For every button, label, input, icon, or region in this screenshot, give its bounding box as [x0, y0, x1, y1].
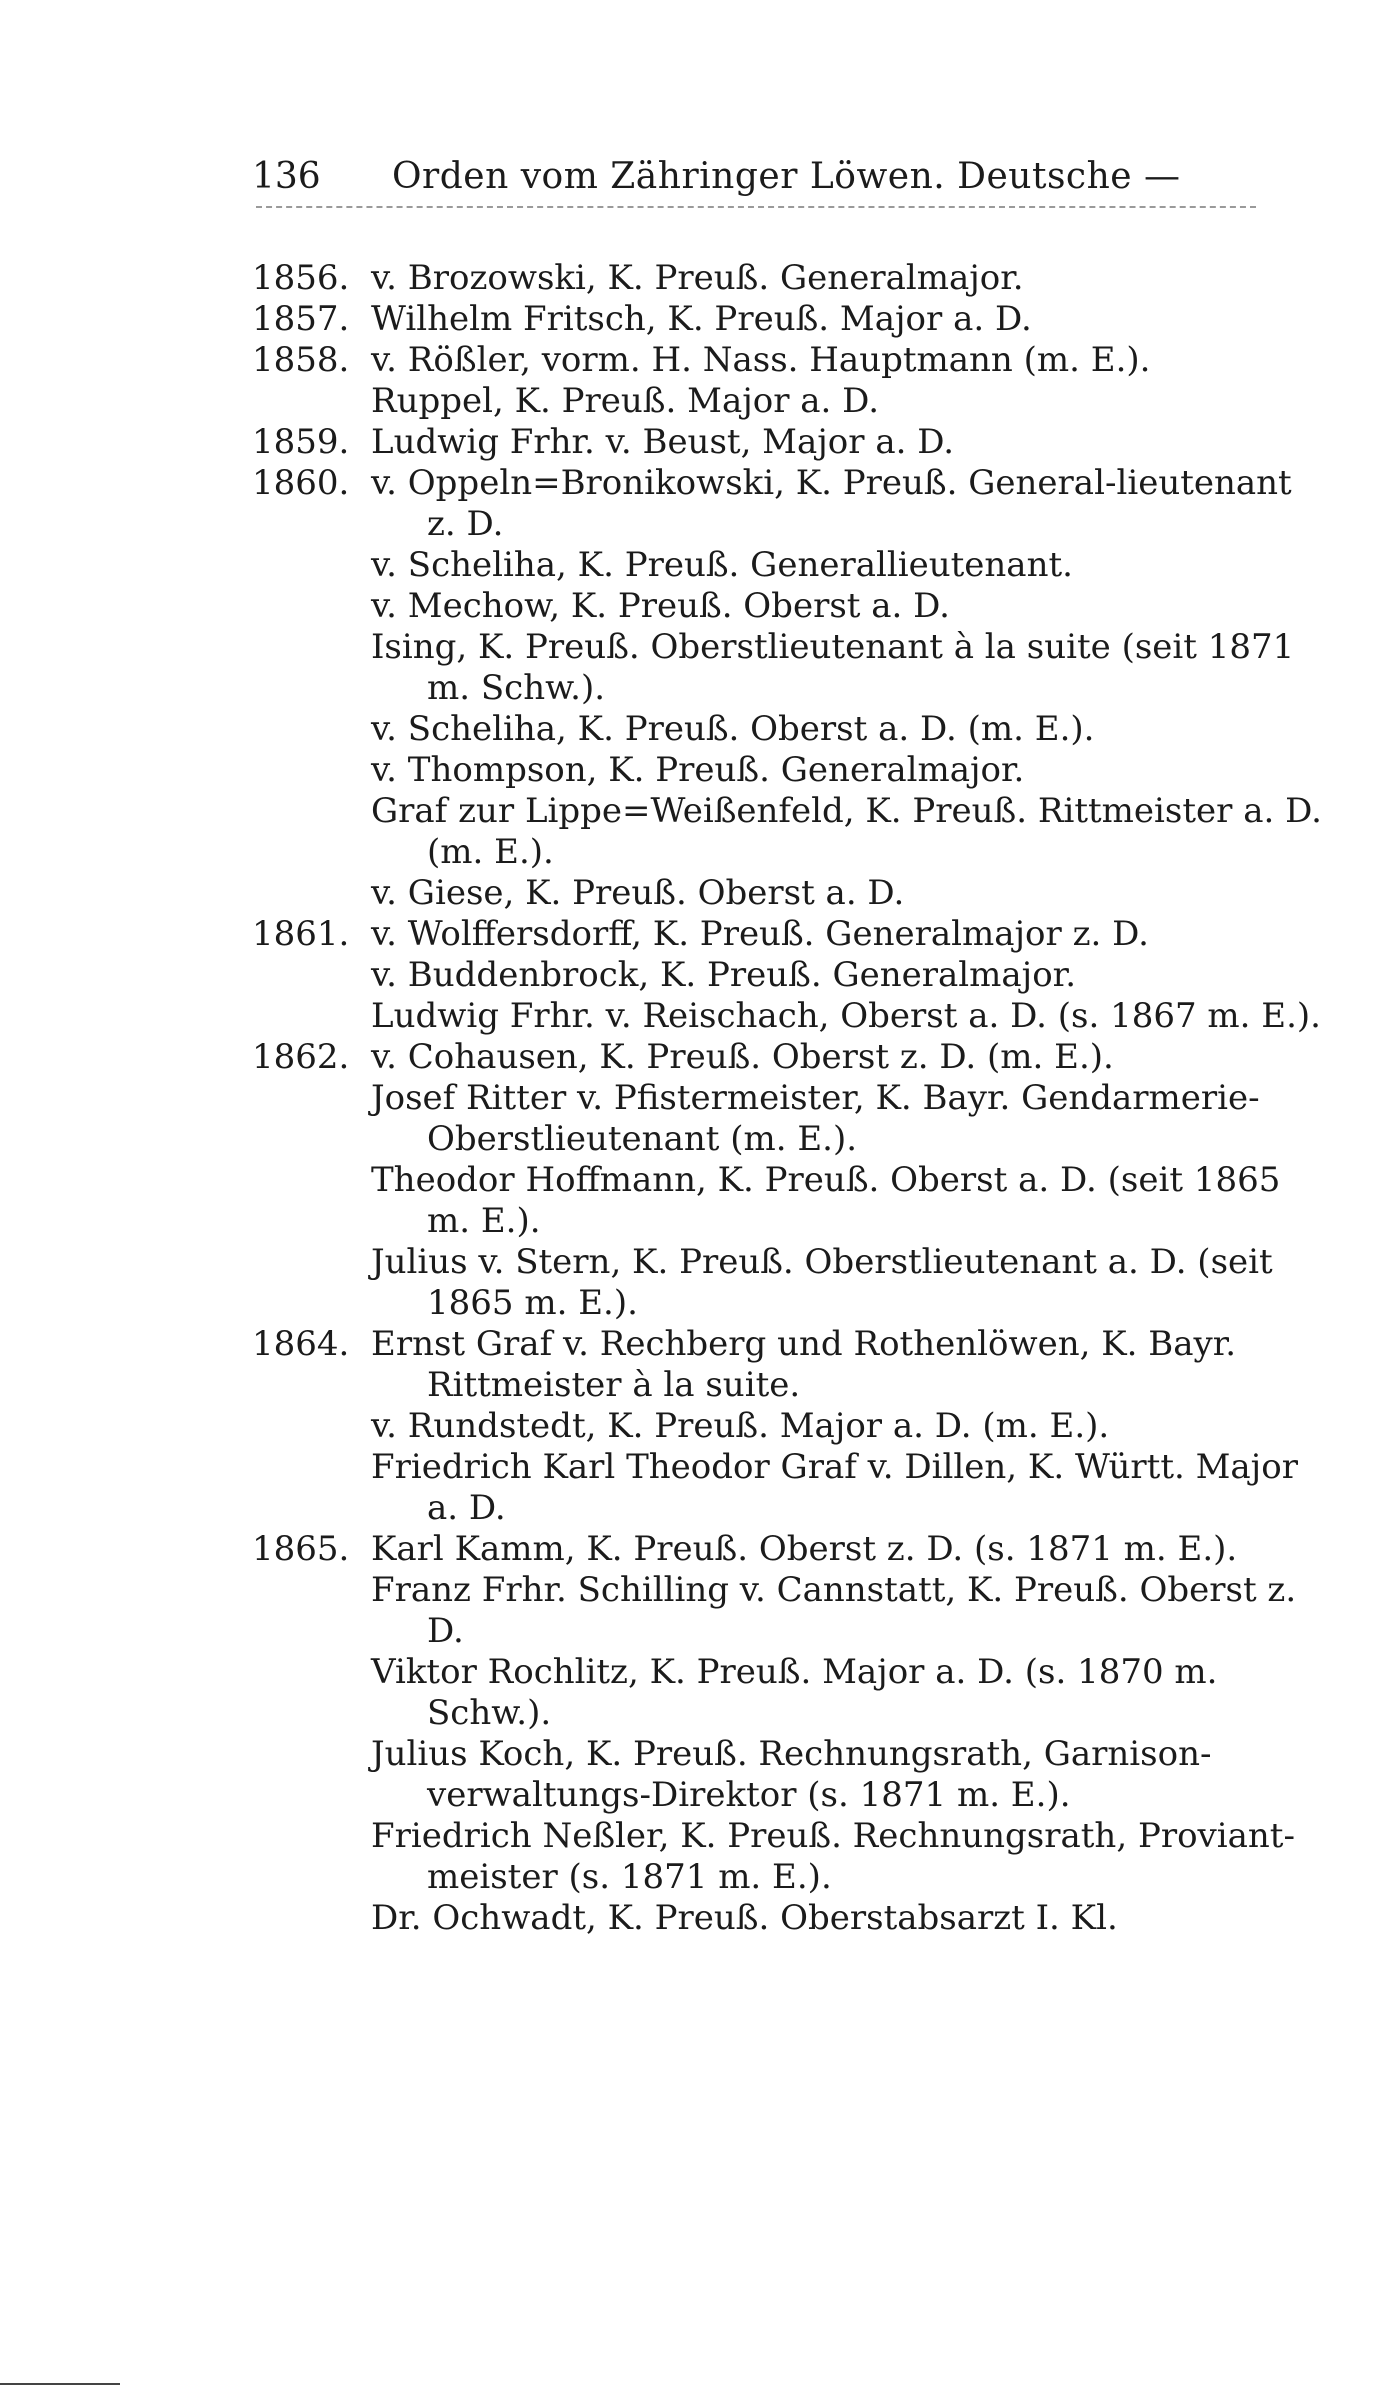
entry-text: v. Rößler, vorm. H. Nass. Hauptmann (m. E.).	[371, 340, 1151, 380]
list-item	[0, 914, 1380, 955]
list-item	[0, 258, 1380, 299]
list-item	[0, 1570, 1380, 1652]
entry-year: 1859.	[252, 422, 350, 462]
list-item	[0, 340, 1380, 381]
list-item	[0, 955, 1380, 996]
list-item	[0, 750, 1380, 791]
entry-text: Josef Ritter v. Pfistermeister, K. Bayr. Gendarmerie-Oberstlieutenant (m. E.).	[371, 1078, 1260, 1159]
entry-text: Karl Kamm, K. Preuß. Oberst z. D. (s. 1871 m. E.).	[371, 1529, 1238, 1569]
entry-text: Ernst Graf v. Rechberg und Rothenlöwen, K. Bayr. Rittmeister à la suite.	[371, 1324, 1237, 1405]
entry-text: Franz Frhr. Schilling v. Cannstatt, K. Preuß. Oberst z. D.	[371, 1570, 1297, 1651]
list-item	[0, 1160, 1380, 1242]
page-edge-mark	[0, 2383, 120, 2385]
entry-text: v. Thompson, K. Preuß. Generalmajor.	[371, 750, 1025, 790]
list-item	[0, 1447, 1380, 1529]
entry-text: Dr. Ochwadt, K. Preuß. Oberstabsarzt I. Kl.	[371, 1898, 1118, 1938]
list-item	[0, 1652, 1380, 1734]
entry-text: v. Rundstedt, K. Preuß. Major a. D. (m. E.).	[371, 1406, 1110, 1446]
entry-text: v. Brozowski, K. Preuß. Generalmajor.	[371, 258, 1024, 298]
list-item	[0, 709, 1380, 750]
entry-year: 1856.	[252, 258, 350, 298]
list-item	[0, 545, 1380, 586]
list-item	[0, 1816, 1380, 1898]
entry-text: Ising, K. Preuß. Oberstlieutenant à la suite (seit 1871 m. Schw.).	[371, 627, 1295, 708]
entry-text: v. Giese, K. Preuß. Oberst a. D.	[371, 873, 905, 913]
entry-text: v. Oppeln=Bronikowski, K. Preuß. General-lieutenant z. D.	[371, 463, 1292, 544]
entry-text: Theodor Hoffmann, K. Preuß. Oberst a. D. (seit 1865 m. E.).	[371, 1160, 1281, 1241]
page-header	[252, 152, 1262, 202]
entry-text: Graf zur Lippe=Weißenfeld, K. Preuß. Rittmeister a. D. (m. E.).	[371, 791, 1322, 872]
entry-text: Julius Koch, K. Preuß. Rechnungsrath, Garnison-verwaltungs-Direktor (s. 1871 m. E.).	[371, 1734, 1212, 1815]
entry-text: Ludwig Frhr. v. Beust, Major a. D.	[371, 422, 955, 462]
list-item	[0, 463, 1380, 545]
entry-year: 1857.	[252, 299, 350, 339]
entry-year: 1862.	[252, 1037, 350, 1077]
entry-text: Ruppel, K. Preuß. Major a. D.	[371, 381, 880, 421]
entry-text: Friedrich Neßler, K. Preuß. Rechnungsrath, Proviant-meister (s. 1871 m. E.).	[371, 1816, 1295, 1897]
entry-year: 1865.	[252, 1529, 350, 1569]
entry-year: 1861.	[252, 914, 350, 954]
list-item	[0, 1324, 1380, 1406]
list-item	[0, 627, 1380, 709]
list-item	[0, 381, 1380, 422]
entry-text: v. Scheliha, K. Preuß. Oberst a. D. (m. E.).	[371, 709, 1095, 749]
list-item	[0, 586, 1380, 627]
entry-text: v. Wolffersdorff, K. Preuß. Generalmajor z. D.	[371, 914, 1149, 954]
running-title: Orden vom Zähringer Löwen. Deutsche —	[392, 156, 1181, 197]
entry-text: Viktor Rochlitz, K. Preuß. Major a. D. (s. 1870 m. Schw.).	[371, 1652, 1218, 1733]
list-item	[0, 1037, 1380, 1078]
entry-text: Wilhelm Fritsch, K. Preuß. Major a. D.	[371, 299, 1032, 339]
list-item	[0, 1734, 1380, 1816]
entry-year: 1864.	[252, 1324, 350, 1364]
list-item	[0, 1078, 1380, 1160]
entry-text: Ludwig Frhr. v. Reischach, Oberst a. D. (s. 1867 m. E.).	[371, 996, 1321, 1036]
list-item	[0, 1898, 1380, 1939]
entry-year: 1858.	[252, 340, 350, 380]
list-item	[0, 299, 1380, 340]
list-item	[0, 873, 1380, 914]
entry-year: 1860.	[252, 463, 350, 503]
header-rule	[256, 206, 1256, 208]
page-number: 136	[252, 156, 321, 197]
entry-text: Friedrich Karl Theodor Graf v. Dillen, K. Württ. Major a. D.	[371, 1447, 1298, 1528]
entry-text: v. Cohausen, K. Preuß. Oberst z. D. (m. E.).	[371, 1037, 1114, 1077]
list-item	[0, 791, 1380, 873]
entry-text: v. Mechow, K. Preuß. Oberst a. D.	[371, 586, 950, 626]
list-item	[0, 996, 1380, 1037]
list-item	[0, 1406, 1380, 1447]
order-recipients-list	[0, 258, 1380, 1939]
entry-text: v. Buddenbrock, K. Preuß. Generalmajor.	[371, 955, 1077, 995]
entry-text: Julius v. Stern, K. Preuß. Oberstlieutenant a. D. (seit 1865 m. E.).	[371, 1242, 1273, 1323]
list-item	[0, 422, 1380, 463]
list-item	[0, 1242, 1380, 1324]
list-item	[0, 1529, 1380, 1570]
entry-text: v. Scheliha, K. Preuß. Generallieutenant.	[371, 545, 1073, 585]
